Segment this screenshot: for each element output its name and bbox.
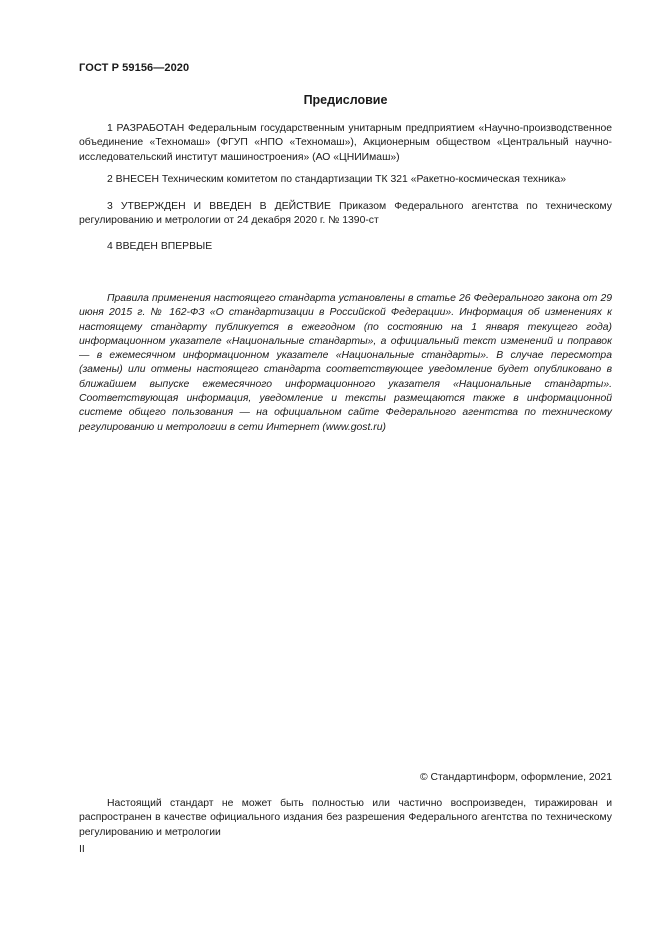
preface-item-3: 3 УТВЕРЖДЕН И ВВЕДЕН В ДЕЙСТВИЕ Приказом Федерального агентства по техническому регулированию и метрологии от 24 декабря 2020 г. № 1390-ст [79,201,612,227]
preface-item-1: 1 РАЗРАБОТАН Федеральным государственным унитарным предприятием «Научно-производственное объединение «Техномаш» (ФГУП «НПО «Техномаш»), Акционерным обществом «Центральный научно-исследовательский институт машиностроения» (АО «ЦНИИмаш») [79,123,612,163]
copyright-line: © Стандартинформ, оформление, 2021 [419,772,612,783]
document-code: ГОСТ Р 59156—2020 [79,62,190,74]
preface-item-4: 4 ВВЕДЕН ВПЕРВЫЕ [107,241,213,252]
application-notice: Правила применения настоящего стандарта установлены в статье 26 Федерального закона от 29 июня 2015 г. № 162-ФЗ «О стандартизации в Российской Федерации». Информация об изменениях к настоящему стандарту публикуется в ежегодном (по состоянию на 1 января текущего года) информационном указателе «Национальные стандарты», а официальный текст изменений и поправок — в ежемесячном информационном указателе «Национальные стандарты». В случае пересмотра (замены) или отмены настоящего стандарта соответствующее уведомление будет опубликовано в ближайшем выпуске ежемесячного информационного указателя «Национальные стандарты». Соответствующая информация, уведомление и тексты размещаются также в информационной системе общего пользования — на официальном сайте Федерального агентства по техническому регулированию и метрологии в сети Интернет (www.gost.ru) [79,293,612,433]
preface-title: Предисловие [303,93,388,107]
reproduction-notice: Настоящий стандарт не может быть полностью или частично воспроизведен, тиражирован и распространен в качестве официального издания без разрешения Федерального агентства по техническому регулированию и метрологии [79,798,612,838]
preface-item-2: 2 ВНЕСЕН Техническим комитетом по стандартизации ТК 321 «Ракетно-космическая техника» [107,174,566,185]
page-number: II [79,844,85,855]
